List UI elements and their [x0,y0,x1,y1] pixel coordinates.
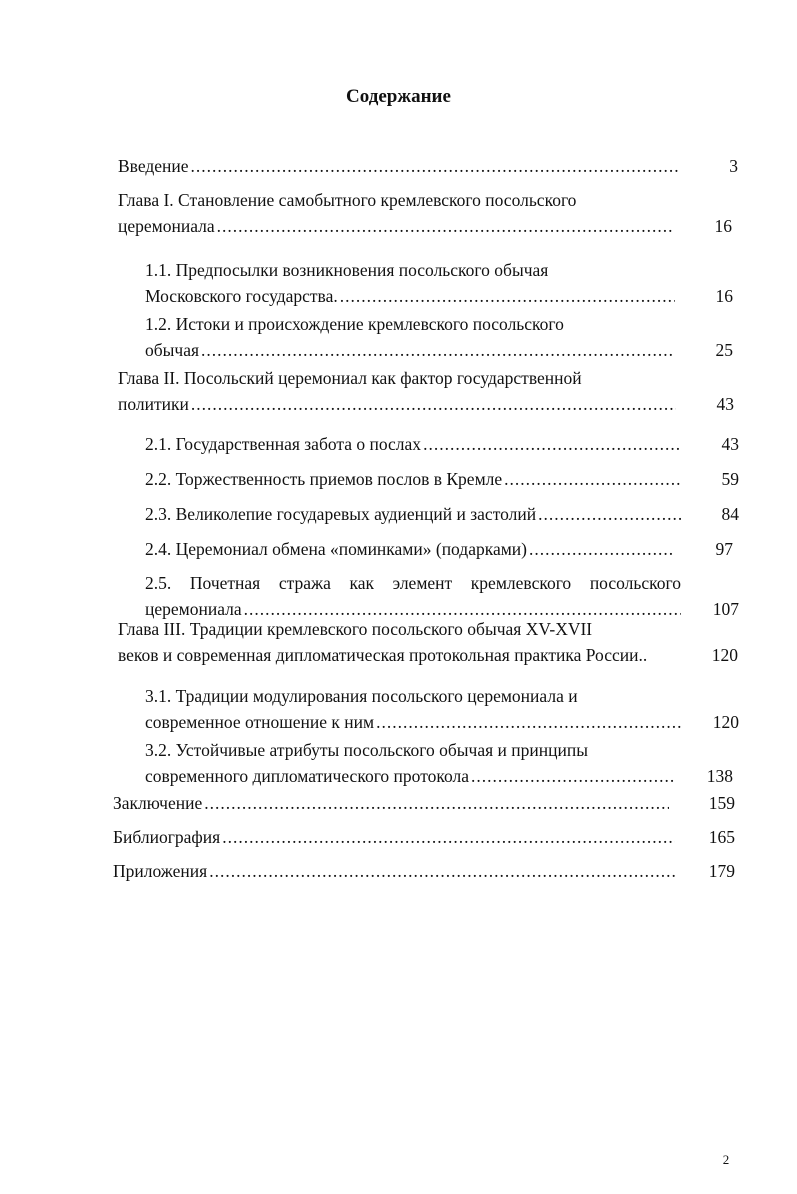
toc-entry-label: 2.2. Торжественность приемов послов в Кремле [145,469,503,489]
toc-page-number: 25 [715,340,733,360]
leader-dots [538,501,681,527]
toc-entry-label: Приложения [113,861,208,881]
toc-page-number: 120 [712,712,739,732]
toc-page-number: 59 [721,469,739,489]
toc-entry-2-2[interactable] [145,466,739,492]
page-number: 2 [722,1152,730,1167]
toc-page-number: 16 [715,286,733,306]
toc-entry-2-1[interactable] [145,431,739,457]
toc-entry-label: церемониала [145,599,242,619]
toc-entry-label: 2.3. Великолепие государевых аудиенций и застолий [145,504,537,524]
toc-entry-line: Глава I. Становление самобытного кремлевского посольского [118,190,577,210]
toc-entry-chapter-3[interactable] [118,616,738,668]
toc-page-number: 3 [729,156,738,176]
toc-entry-1-2[interactable] [145,311,733,363]
toc-entry-chapter-2[interactable] [118,365,734,417]
toc-entry-chapter-1[interactable] [118,187,732,239]
toc-entry-line: Глава III. Традиции кремлевского посольского обычая XV-XVII [118,619,593,639]
toc-entry-bibliography[interactable] [113,824,735,850]
leader-dots [191,391,676,417]
toc-entry-label: Введение [118,156,189,176]
toc-entry-label: Библиография [113,827,221,847]
toc-page-number: 179 [708,861,735,881]
toc-entry-line: 3.2. Устойчивые атрибуты посольского обычая и принципы [145,740,588,760]
toc-entry-line: 3.1. Традиции модулирования посольского церемониала и [145,686,578,706]
toc-entry-label: веков и современная дипломатическая протокольная практика России.. [118,645,648,665]
leader-dots [471,763,675,789]
leader-dots [204,790,669,816]
toc-page-number: 84 [721,504,739,524]
leader-dots [504,466,681,492]
leader-dots [529,536,675,562]
leader-dots [191,153,680,179]
toc-entry-3-2[interactable] [145,737,733,789]
toc-page-number: 16 [714,216,732,236]
toc-page-number: 165 [708,827,735,847]
toc-page-number: 159 [708,793,735,813]
toc-entry-line: 1.1. Предпосылки возникновения посольского обычая [145,260,549,280]
toc-entry-label: политики [118,394,189,414]
toc-entry-label: 2.4. Церемониал обмена «поминками» (подарками) [145,539,528,559]
toc-entry-3-1[interactable] [145,683,739,735]
toc-entry-line: 2.5. Почетная стража как элемент кремлевского посольского [145,573,681,593]
toc-entry-label: современного дипломатического протокола [145,766,469,786]
toc-entry-introduction[interactable] [118,153,738,179]
toc-entry-2-5[interactable] [145,570,739,622]
toc-entry-line: Глава II. Посольский церемониал как фактор государственной [118,368,582,388]
toc-entry-label: церемониала [118,216,215,236]
toc-entry-2-4[interactable] [145,536,733,562]
toc-entry-conclusion[interactable] [113,790,735,816]
toc-page-number: 43 [721,434,739,454]
leader-dots [201,337,675,363]
leader-dots [376,709,681,735]
leader-dots [217,213,674,239]
toc-entry-line: 1.2. Истоки и происхождение кремлевского посольского [145,314,564,334]
toc-page-number: 97 [715,539,733,559]
toc-page-number: 138 [706,766,733,786]
leader-dots [423,431,681,457]
toc-entry-label: современное отношение к ним [145,712,375,732]
toc-page-number: 120 [711,645,738,665]
toc-entry-label: 2.1. Государственная забота о послах [145,434,422,454]
toc-entry-1-1[interactable] [145,257,733,309]
toc-entry-2-3[interactable] [145,501,739,527]
toc-entry-appendices[interactable] [113,858,735,884]
leader-dots [222,824,675,850]
leader-dots [340,283,675,309]
toc-entry-label: Заключение [113,793,203,813]
toc-entry-label: Московского государства. [145,286,338,306]
page-title: Содержание [346,86,451,107]
toc-page-number: 107 [712,599,739,619]
toc-page-number: 43 [716,394,734,414]
leader-dots [209,858,675,884]
toc-entry-label: обычая [145,340,200,360]
